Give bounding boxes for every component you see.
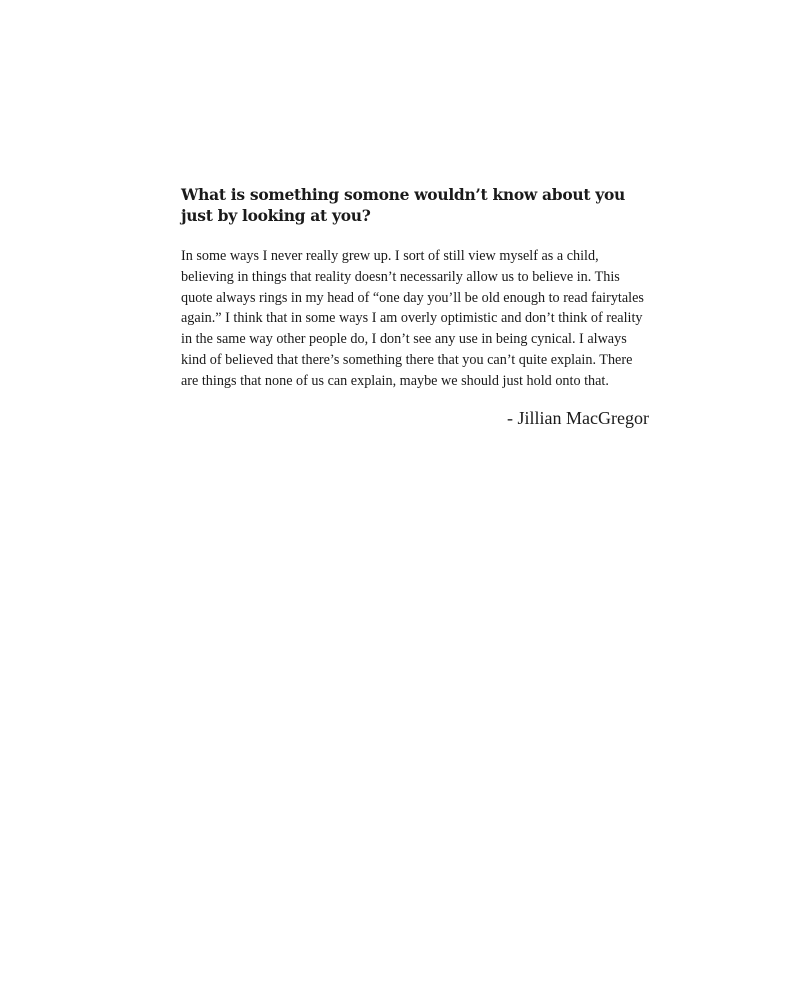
answer-paragraph: In some ways I never really grew up. I sort of still view myself as a child, believing in things that reality doesn’t necessarily allow us to believe in. This quote always rings in my head of “one day you’ll be old enough to read fairytales again.” I think that in some ways I am overly optimistic and don’t think of reality in the same way other people do, I don’t see any use in being cynical. I always kind of believed that there’s something there that you can’t quite explain. There are things that none of us can explain, maybe we should just hold onto that. [181, 248, 644, 389]
question-heading: What is something somone wouldn’t know about you just by looking at you? [181, 185, 626, 225]
author-signature: - Jillian MacGregor [507, 407, 649, 428]
document-content [181, 184, 649, 430]
